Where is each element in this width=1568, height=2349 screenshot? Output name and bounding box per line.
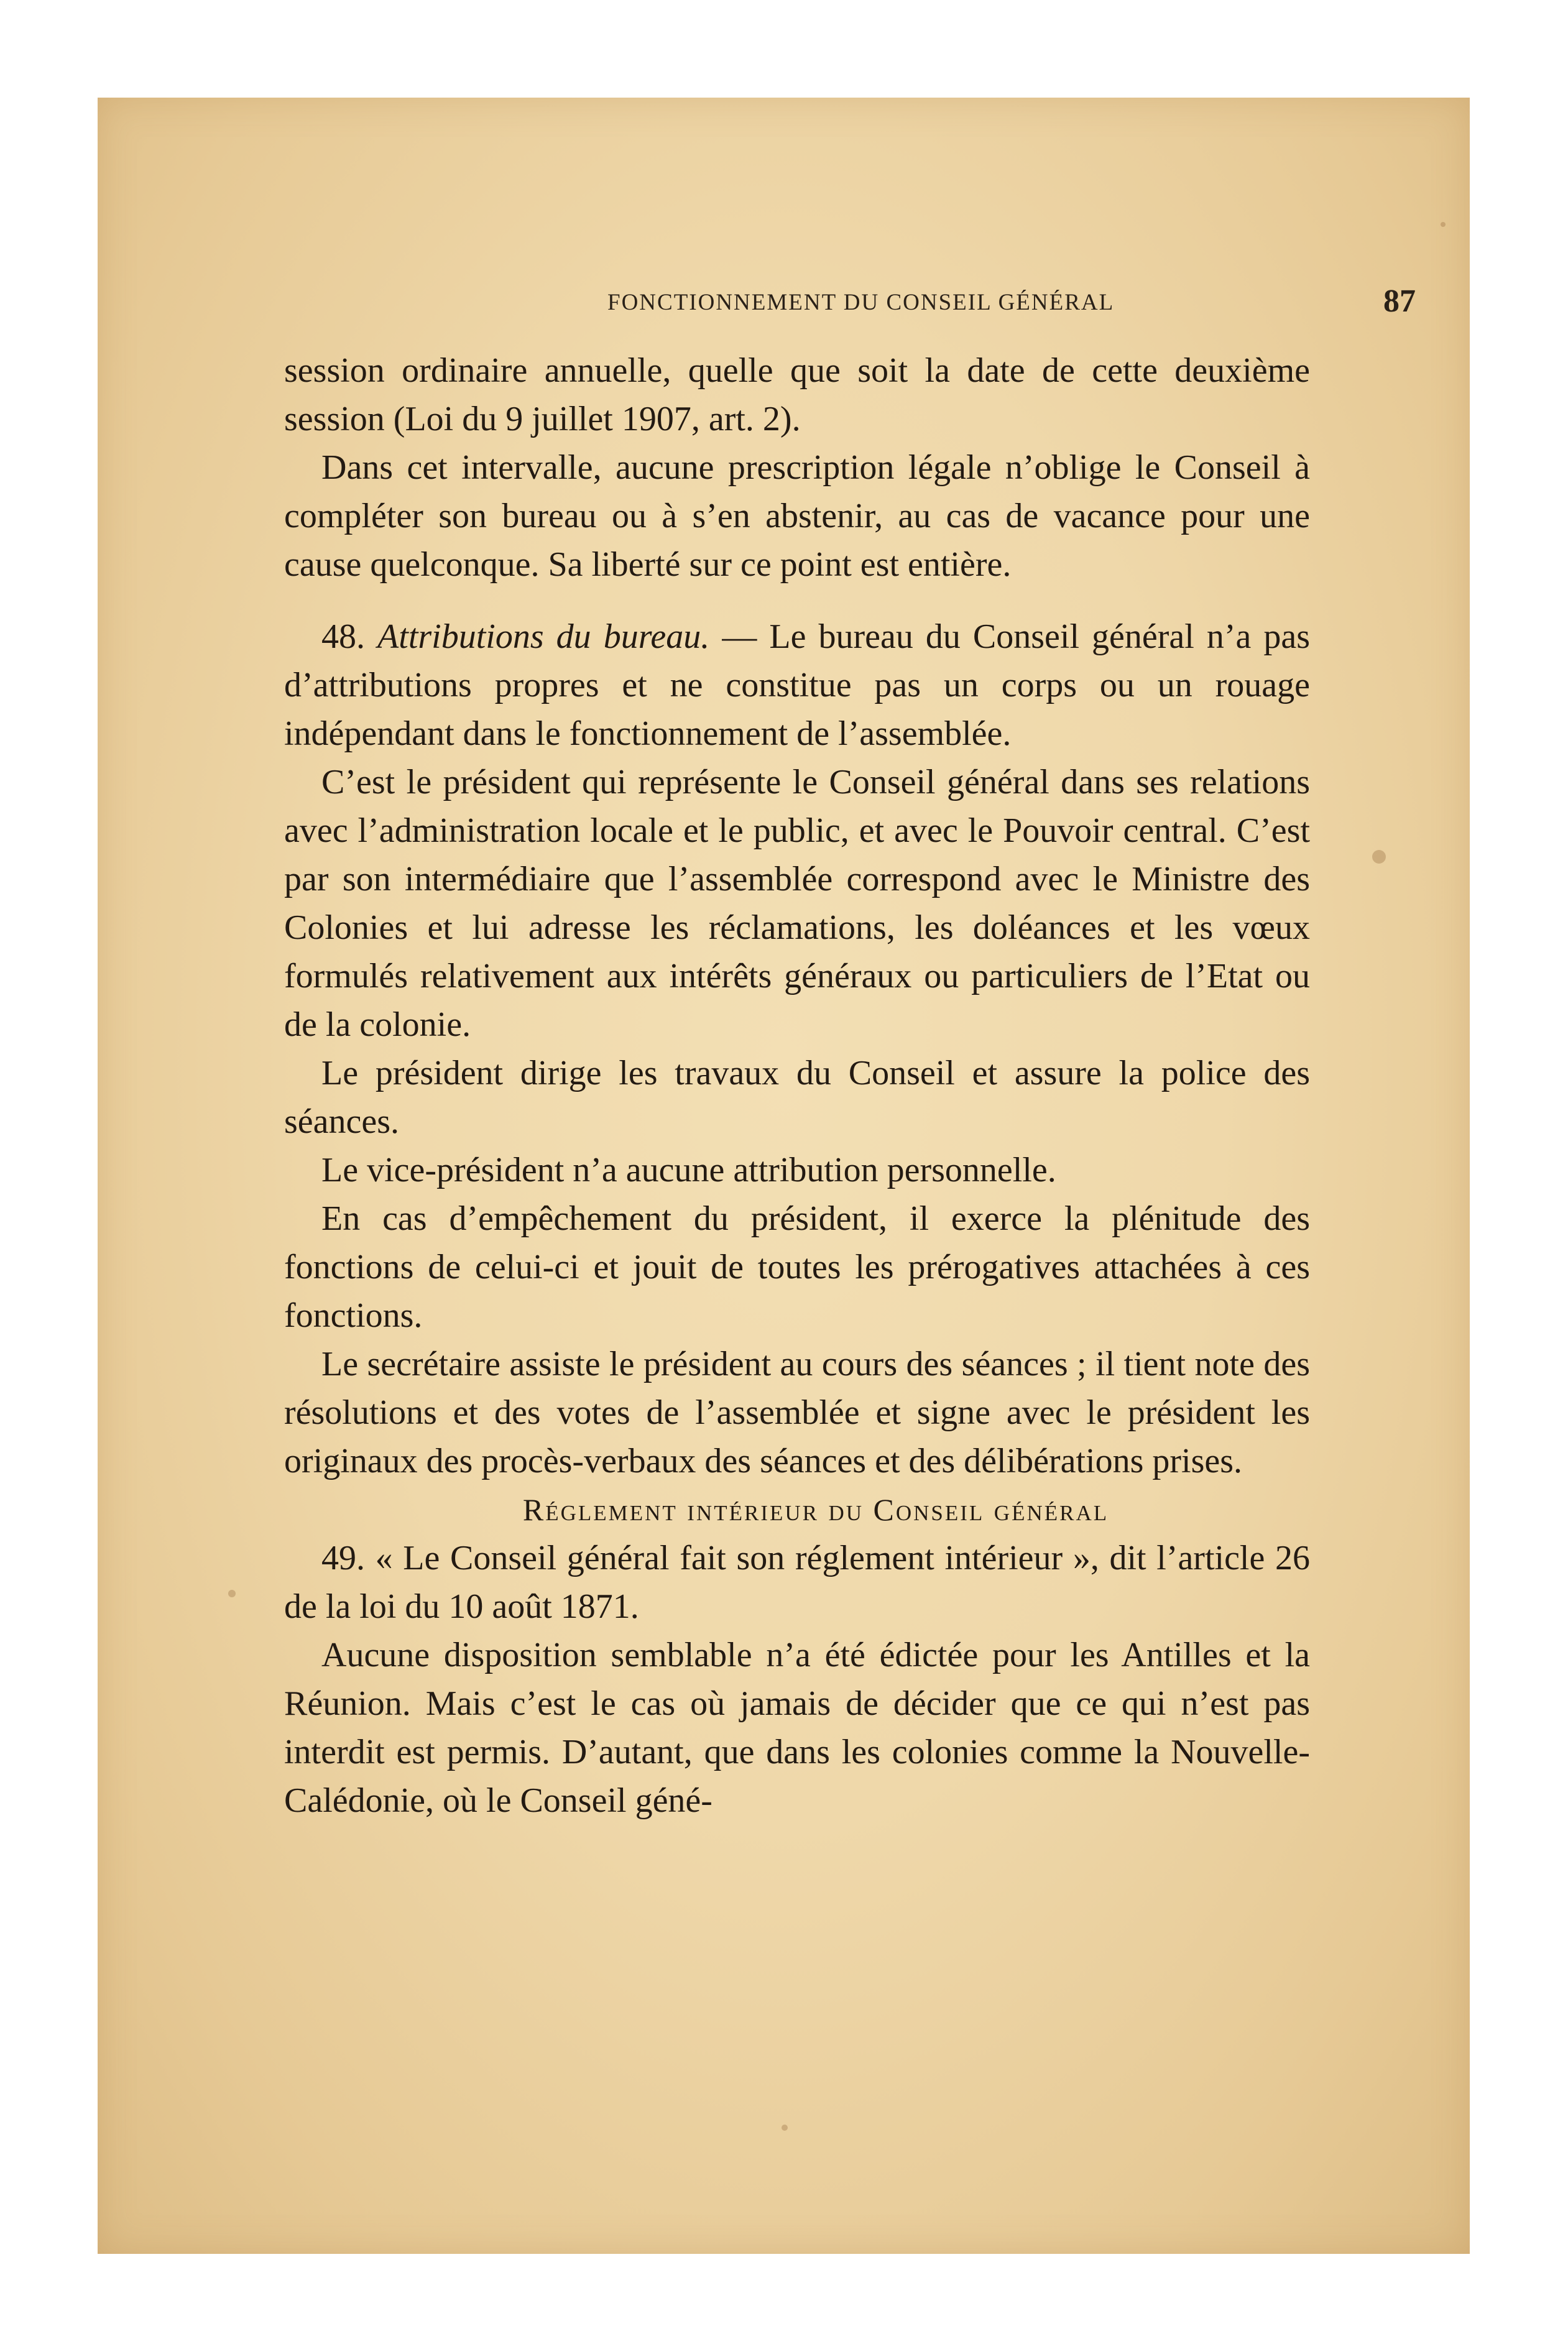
article-text: — Le bureau du Conseil général n’a pas d’attributions propres et ne constitue pas un corps ou un rouage indépendant dans le fonctionnement de l’assemblée.	[284, 617, 1311, 753]
paragraph: C’est le président qui représente le Conseil général dans ses relations avec l’administration locale et le public, et avec le Pouvoir central. C’est par son intermédiaire que l’assemblée correspond avec le Ministre des Colonies et lui adresse les réclamations, les doléances et les vœux formulés relativement aux intérêts généraux ou particuliers de l’Etat ou de la colonie.	[284, 763, 1310, 1044]
paper-speck	[782, 2125, 788, 2131]
paper-speck	[1441, 222, 1446, 227]
section-48-paragraph	[284, 612, 1310, 758]
body-text	[284, 346, 1310, 1825]
paper-speck	[1372, 850, 1386, 864]
section-heading: Réglement intérieur du Conseil général	[522, 1492, 1109, 1527]
running-title: FONCTIONNEMENT DU CONSEIL GÉNÉRAL	[607, 290, 1115, 315]
book-page	[98, 98, 1470, 2254]
section-49-paragraph: 49. « Le Conseil général fait son réglement intérieur », dit l’article 26 de la loi du 10 août 1871.	[284, 1539, 1310, 1626]
running-head	[284, 278, 1416, 328]
paragraph: Dans cet intervalle, aucune prescription légale n’oblige le Conseil à compléter son bureau ou à s’en abstenir, au cas de vacance pour une cause quelconque. Sa liberté sur ce point est entière.	[284, 448, 1310, 584]
paper-speck	[228, 1590, 236, 1597]
paragraph: En cas d’empêchement du président, il exerce la plénitude des fonctions de celui-ci et jouit de toutes les prérogatives attachées à ces fonctions.	[284, 1199, 1310, 1335]
paragraph: Le vice-président n’a aucune attribution personnelle.	[321, 1151, 1056, 1189]
paragraph-continuation: session ordinaire annuelle, quelle que soit la date de cette deuxième session (Loi du 9 juillet 1907, art. 2).	[284, 351, 1310, 438]
page-number: 87	[1383, 284, 1416, 319]
article-title: Attributions du bureau.	[377, 617, 710, 656]
paragraph: Le président dirige les travaux du Conseil et assure la police des séances.	[284, 1054, 1310, 1141]
paragraph: Le secrétaire assiste le président au cours des séances ; il tient note des résolutions et des votes de l’assemblée et signe avec le président les originaux des procès-verbaux des séances et des délibérations prises.	[284, 1345, 1310, 1480]
article-number: 48.	[321, 617, 365, 656]
paragraph: Aucune disposition semblable n’a été édictée pour les Antilles et la Réunion. Mais c’est le cas où jamais de décider que ce qui n’est pas interdit est permis. D’autant, que dans les colonies comme la Nouvelle-Calédonie, où le Conseil géné-	[284, 1636, 1310, 1820]
